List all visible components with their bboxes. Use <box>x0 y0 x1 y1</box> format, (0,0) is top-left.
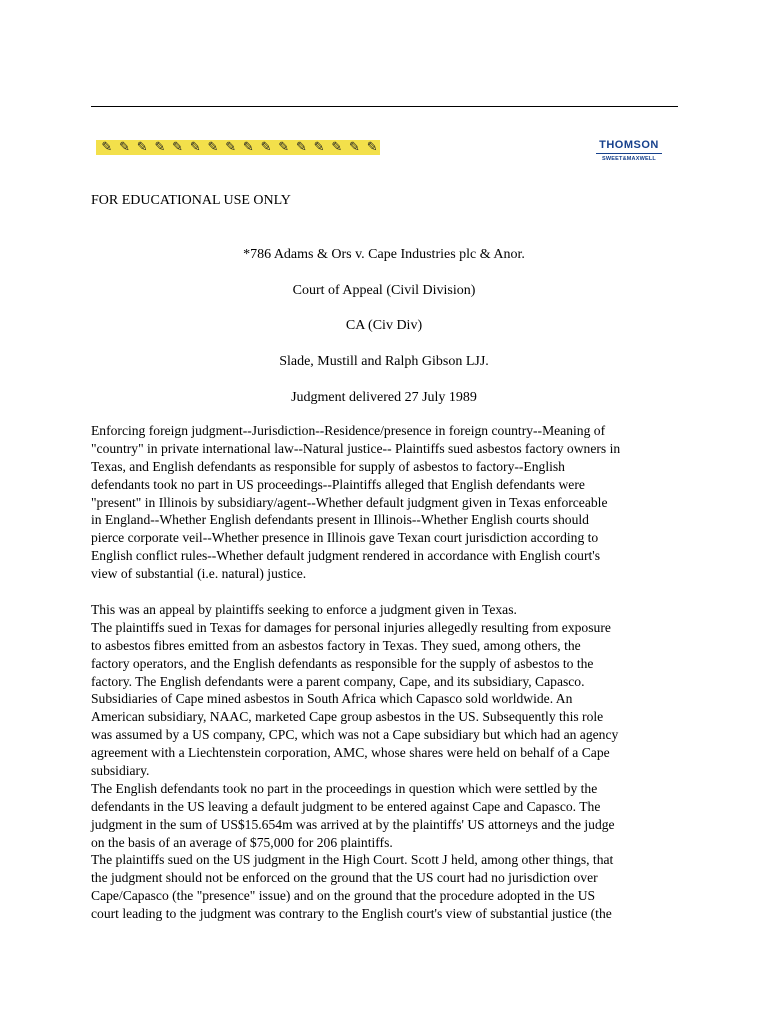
body-line: to asbestos fibres emitted from an asbestos factory in Texas. They sued, among others, the <box>91 637 581 653</box>
pencil-icon: ✎ <box>331 140 343 155</box>
pencil-icon: ✎ <box>260 140 272 155</box>
body-line: the judgment should not be enforced on the ground that the US court had no jurisdiction over <box>91 870 598 886</box>
body-line: Cape/Capasco (the "presence" issue) and on the ground that the procedure adopted in the US <box>91 888 596 904</box>
thomson-logo <box>596 139 662 163</box>
summary-line: view of substantial (i.e. natural) justice. <box>91 566 307 582</box>
headnote-summary <box>91 422 681 583</box>
pencil-icon: ✎ <box>225 140 237 155</box>
summary-line: pierce corporate veil--Whether presence in Illinois gave Texan court jurisdiction according to <box>91 530 599 546</box>
summary-line: English conflict rules--Whether default judgment rendered in accordance with English court's <box>91 548 601 564</box>
pencil-icon: ✎ <box>295 140 307 155</box>
pencil-icon: ✎ <box>207 140 219 155</box>
judgment-date: Judgment delivered 27 July 1989 <box>291 390 477 405</box>
body-line: The English defendants took no part in the proceedings in question which were settled by the <box>91 780 598 796</box>
body-line: The plaintiffs sued in Texas for damages for personal injuries allegedly resulting from exposure <box>91 619 611 635</box>
body-line: agreement with a Liechtenstein corporation, AMC, whose shares were held on behalf of a Cape <box>91 745 610 761</box>
summary-line: "present" in Illinois by subsidiary/agent--Whether default judgment given in Texas enforceable <box>91 494 608 510</box>
body-line: factory. The English defendants were a parent company, Cape, and its subsidiary, Capasco. <box>91 673 585 689</box>
body-line: American subsidiary, NAAC, marketed Cape group asbestos in the US. Subsequently this role <box>91 709 604 725</box>
court-abbreviation: CA (Civ Div) <box>345 318 423 333</box>
logo-sub-text: SWEET&MAXWELL <box>596 153 662 163</box>
top-rule <box>91 106 678 107</box>
body-line: The plaintiffs sued on the US judgment in the High Court. Scott J held, among other things, that <box>91 852 614 868</box>
summary-line: Enforcing foreign judgment--Jurisdiction--Residence/presence in foreign country--Meaning of <box>91 423 606 438</box>
pencil-icon: ✎ <box>242 140 254 155</box>
pencil-icon: ✎ <box>313 140 325 155</box>
pencil-icon: ✎ <box>278 140 290 155</box>
body-line: subsidiary. <box>91 763 150 779</box>
body-line: on the basis of an average of $75,000 for 206 plaintiffs. <box>91 834 393 850</box>
logo-main-text: THOMSON <box>599 139 659 151</box>
case-title: *786 Adams & Ors v. Cape Industries plc & Anor. <box>243 247 525 262</box>
case-body <box>91 601 681 923</box>
body-line: Subsidiaries of Cape mined asbestos in South Africa which Capasco sold worldwide. An <box>91 691 573 707</box>
pencil-icon: ✎ <box>366 140 378 155</box>
body-line: factory operators, and the English defendants as responsible for the supply of asbestos to the <box>91 655 594 671</box>
judges: Slade, Mustill and Ralph Gibson LJJ. <box>279 354 489 369</box>
westlaw-banner <box>96 140 380 155</box>
body-line: was assumed by a US company, CPC, which was not a Cape subsidiary but which had an agency <box>91 727 619 743</box>
pencil-icon: ✎ <box>154 140 166 155</box>
summary-line: "country" in private international law--Natural justice-- Plaintiffs sued asbestos factory owners in <box>91 440 621 456</box>
pencil-icon: ✎ <box>136 140 148 155</box>
body-line: This was an appeal by plaintiffs seeking to enforce a judgment given in Texas. <box>91 602 517 617</box>
pencil-icon: ✎ <box>101 140 113 155</box>
summary-line: defendants took no part in US proceedings--Plaintiffs alleged that English defendants were <box>91 476 585 492</box>
body-line: defendants in the US leaving a default judgment to be entered against Cape and Capasco. The <box>91 798 601 814</box>
body-line: judgment in the sum of US$15.654m was arrived at by the plaintiffs' US attorneys and the judge <box>91 816 615 832</box>
body-line: court leading to the judgment was contrary to the English court's view of substantial justice (the <box>91 906 612 922</box>
court-name: Court of Appeal (Civil Division) <box>292 283 476 298</box>
educational-notice: FOR EDUCATIONAL USE ONLY <box>91 193 291 208</box>
pencil-icon: ✎ <box>349 140 360 155</box>
summary-line: Texas, and English defendants as responsible for supply of asbestos to factory--English <box>91 458 565 474</box>
summary-line: in England--Whether English defendants present in Illinois--Whether English courts should <box>91 512 589 528</box>
pencil-icon: ✎ <box>189 140 201 155</box>
pencil-icon: ✎ <box>119 140 130 155</box>
pencil-icon: ✎ <box>172 140 184 155</box>
